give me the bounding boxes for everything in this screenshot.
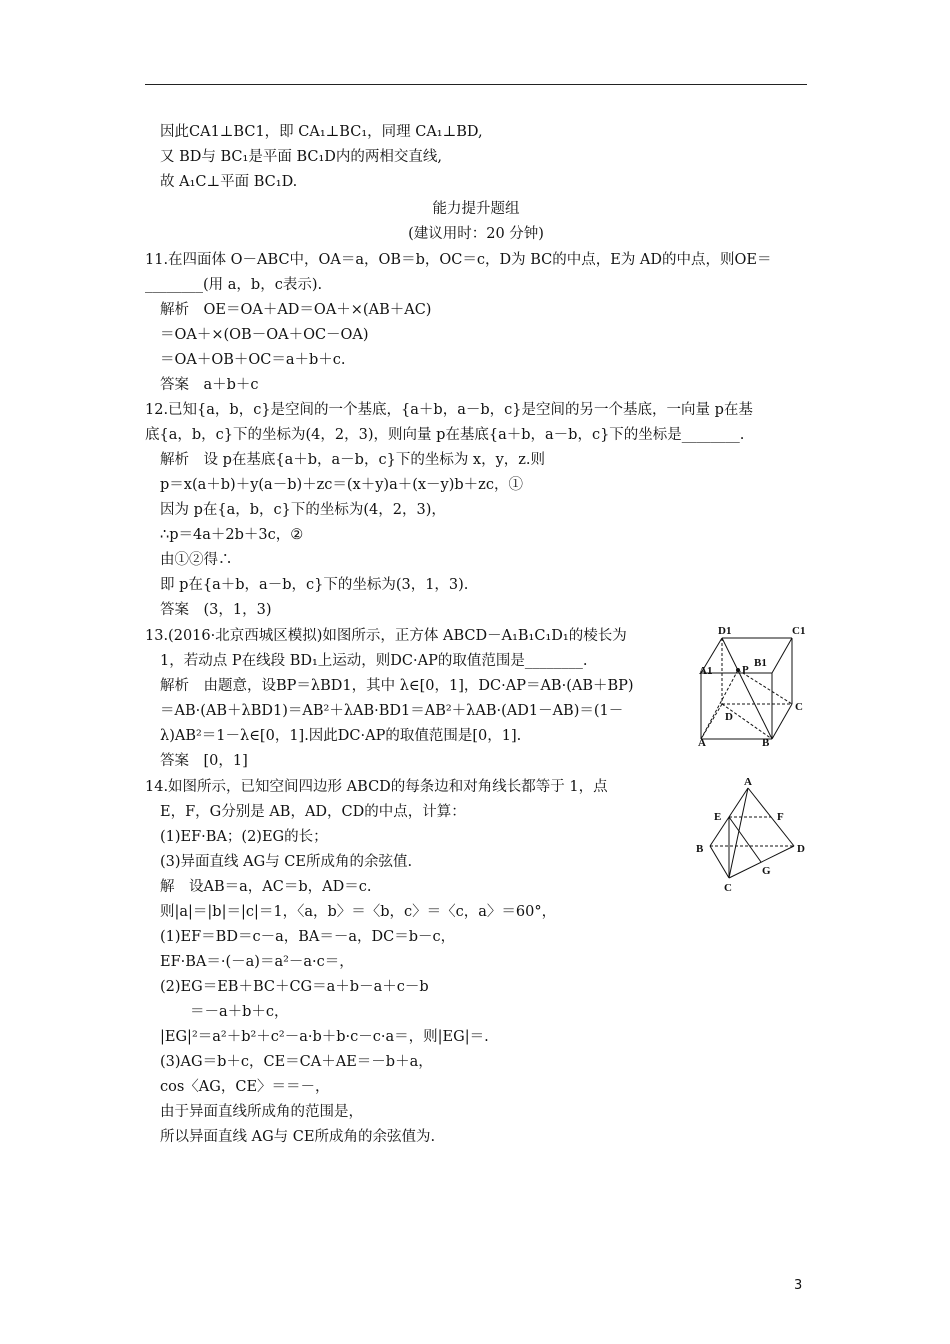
vertex-label: D (725, 711, 733, 723)
text-line: (3)异面直线 AG与 CE所成角的余弦值. (160, 854, 413, 870)
text-line: p＝x(a＋b)＋y(a－b)＋zc＝(x＋y)a＋(x－y)b＋zc，① (160, 477, 523, 493)
text-line: ＝AB·(AB＋λBD1)＝AB²＋λAB·BD1＝AB²＋λAB·(AD1－AB)＝(1－ (160, 703, 624, 719)
answer-12: 答案 (3，1，3) (160, 602, 272, 618)
text-line: cos〈AG，CE〉＝＝－， (160, 1079, 330, 1095)
header-rule (145, 84, 807, 85)
vertex-label: D (797, 843, 805, 855)
answer-13: 答案 [0，1] (160, 753, 248, 769)
text-line: ________(用 a，b，c表示). (145, 277, 323, 293)
text-line: 由①②得∴ (160, 552, 233, 568)
page-number: 3 (794, 1278, 803, 1293)
text-line: 由于异面直线所成角的范围是， (160, 1104, 363, 1120)
text-line: 解析 设 p在基底{a＋b，a－b，c}下的坐标为 x，y，z.则 (160, 452, 546, 468)
text-line: 因此CA1⊥BC1，即 CA₁⊥BC₁，同理 CA₁⊥BD, (160, 124, 483, 140)
text-line: |EG|²＝a²＋b²＋c²－a·b＋b·c－c·a＝，则|EG|＝. (160, 1029, 489, 1045)
text-line: 1，若动点 P在线段 BD₁上运动，则DC·AP的取值范围是________. (160, 653, 588, 669)
answer-11: 答案 a＋b＋c (160, 377, 259, 393)
vertex-label: C (795, 701, 803, 713)
text-line: (2)EG＝EB＋BC＋CG＝a＋b－a＋c－b (160, 979, 429, 995)
vertex-label: D1 (718, 625, 732, 637)
vertex-label: F (777, 811, 784, 823)
text-line: 底{a，b，c}下的坐标为(4，2，3)，则向量 p在基底{a＋b，a－b，c}下的坐标是________. (145, 427, 745, 443)
vertex-label: B1 (754, 657, 767, 669)
text-line: 解析 由题意，设BP＝λBD1，其中 λ∈[0，1]，DC·AP＝AB·(AB＋BP) (160, 678, 634, 694)
vertex-label: C (724, 882, 732, 894)
text-line: 因为 p在{a，b，c}下的坐标为(4，2，3)， (160, 502, 446, 518)
text-line: λ)AB²＝1－λ∈[0，1].因此DC·AP的取值范围是[0，1]. (160, 728, 522, 744)
text-line: 解 设AB＝a，AC＝b，AD＝c. (160, 879, 372, 895)
vertex-label: A (744, 776, 752, 788)
vertex-label: G (762, 865, 771, 877)
vertex-label: E (714, 811, 722, 823)
section-title: 能力提升题组 (432, 201, 520, 217)
text-line: (1)EF＝BD＝c－a，BA＝－a，DC＝b－c， (160, 929, 456, 945)
text-line: (3)AG＝b＋c，CE＝CA＋AE＝－b＋a， (160, 1054, 433, 1070)
text-line: EF·BA＝·(－a)＝a²－a·c＝， (160, 954, 354, 970)
section-subtitle: (建议用时：20 分钟) (408, 226, 544, 242)
vertex-label: B (762, 737, 770, 749)
text-line: 解析 OE＝OA＋AD＝OA＋×(AB＋AC) (160, 302, 432, 318)
vertex-label: P (742, 664, 749, 676)
vertex-label: A (698, 737, 706, 749)
vertex-label: C1 (792, 625, 806, 637)
text-line: 则|a|＝|b|＝|c|＝1，〈a，b〉＝〈b，c〉＝〈c，a〉＝60°， (160, 904, 557, 920)
text-line: 又 BD与 BC₁是平面 BC₁D内的两相交直线, (160, 149, 443, 165)
text-line: ＝OA＋OB＋OC＝a＋b＋c. (160, 352, 346, 368)
text-line: (1)EF·BA；(2)EG的长； (160, 829, 328, 845)
text-line: ∴p＝4a＋2b＋3c，② (160, 527, 304, 543)
vertex-label: B (696, 843, 704, 855)
text-line: ＝－a＋b＋c， (190, 1004, 289, 1020)
text-line: E，F，G分别是 AB，AD，CD的中点，计算： (160, 804, 466, 820)
text-line: ＝OA＋×(OB－OA＋OC－OA) (160, 327, 369, 343)
vertex-label: A1 (699, 665, 713, 677)
problem-14: 14.如图所示，已知空间四边形 ABCD的每条边和对角线长都等于 1，点 (145, 779, 608, 795)
problem-12: 12.已知{a，b，c}是空间的一个基底，{a＋b，a－b，c}是空间的另一个基底，一向量 p在基 (145, 402, 753, 418)
text-line: 即 p在{a＋b，a－b，c}下的坐标为(3，1，3). (160, 577, 469, 593)
tetrahedron-figure (694, 776, 812, 894)
cube-figure (700, 622, 820, 752)
text-line: 所以异面直线 AG与 CE所成角的余弦值为. (160, 1129, 436, 1145)
problem-11: 11.在四面体 O－ABC中，OA＝a，OB＝b，OC＝c，D为 BC的中点，E为 AD的中点，则OE＝ (145, 252, 772, 268)
problem-13: 13.(2016·北京西城区模拟)如图所示，正方体 ABCD－A₁B₁C₁D₁的棱长为 (145, 628, 627, 644)
text-line: 故 A₁C⊥平面 BC₁D. (160, 174, 298, 190)
